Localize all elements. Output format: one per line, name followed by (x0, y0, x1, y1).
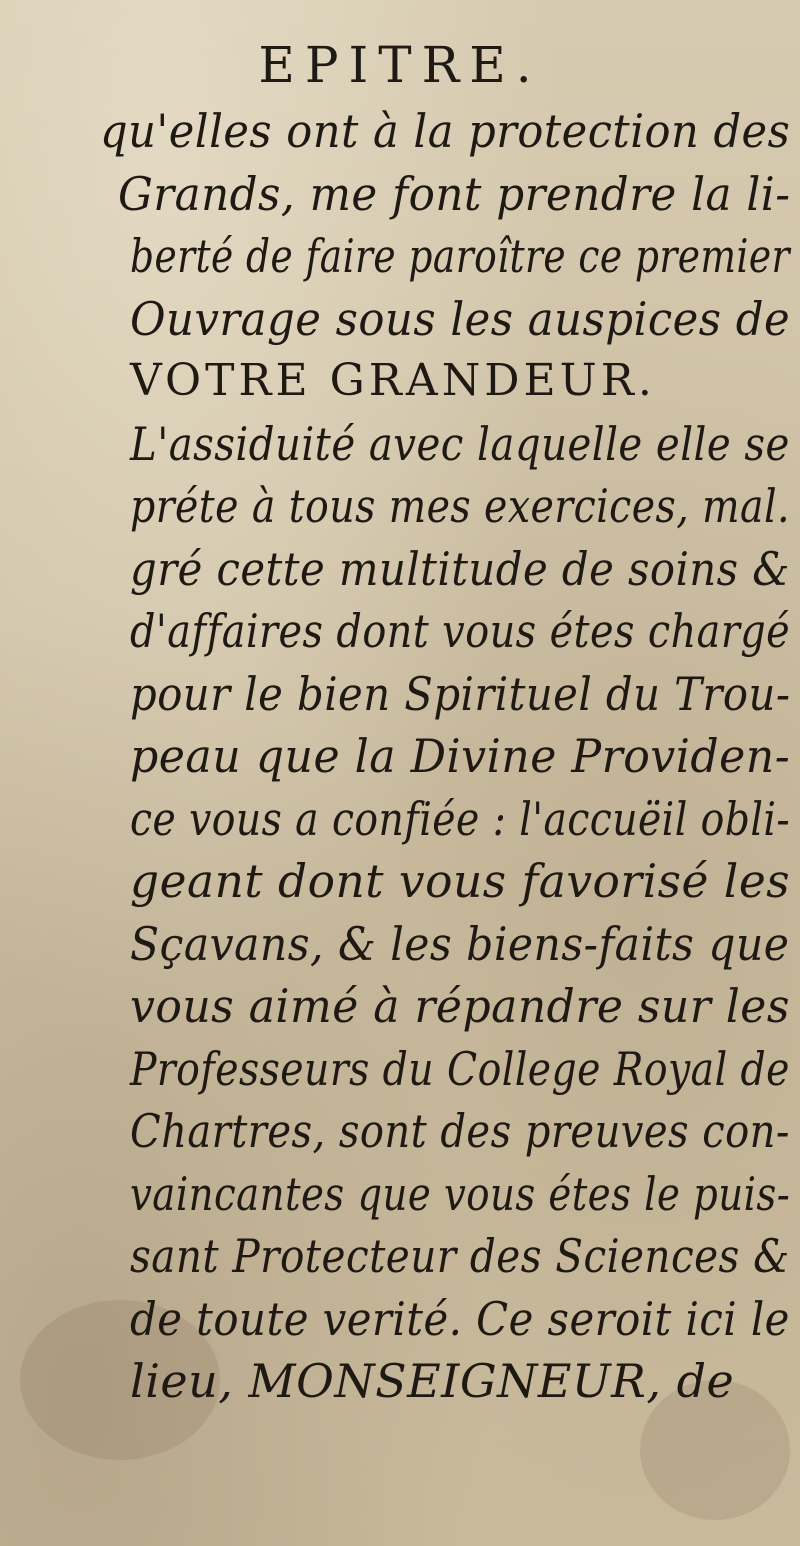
text-line: lieu, MONSEIGNEUR, de (130, 1354, 735, 1408)
text-line: Sçavans, & les biens-faits que (130, 916, 790, 971)
text-line: ce vous a confiée : l'accuëil obli- (130, 791, 791, 846)
text-line-caps: VOTRE GRANDEUR. (130, 355, 656, 406)
text-line: gré cette multitude de soins & (130, 541, 790, 596)
text-line: vous aimé à répandre sur les (130, 979, 790, 1033)
text-line: geant dont vous favorisé les (130, 854, 791, 908)
text-line: sant Protecteur des Sciences & (130, 1229, 790, 1283)
text-line: de toute verité. Ce seroit ici le (130, 1291, 790, 1346)
running-head: EPITRE. (258, 36, 542, 94)
text-block (100, 100, 790, 1413)
text-line: Chartres, sont des preuves con- (130, 1104, 790, 1158)
text-line: qu'elles ont à la protection des (100, 104, 791, 158)
text-line: Ouvrage sous les auspices de (130, 291, 791, 346)
text-line: Grands, me font prendre la li- (118, 166, 791, 221)
text-line: peau que la Divine Providen- (130, 729, 791, 783)
text-line: préte à tous mes exercices, mal. (130, 479, 790, 533)
text-line: vaincantes que vous étes le puis- (130, 1166, 791, 1221)
text-line: pour le bien Spirituel du Trou- (130, 666, 791, 721)
text-line: berté de faire paroître ce premier (130, 229, 790, 283)
text-line: L'assiduité avec laquelle elle se (130, 416, 790, 471)
text-line: Professeurs du College Royal de (130, 1041, 790, 1096)
text-line: d'affaires dont vous étes chargé (130, 604, 791, 658)
